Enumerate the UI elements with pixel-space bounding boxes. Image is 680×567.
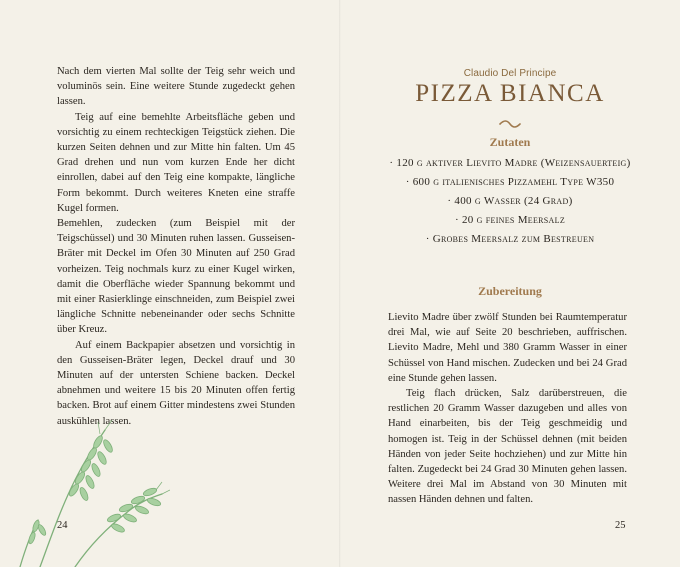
ingredients-heading: Zutaten — [489, 135, 531, 149]
ingredient-item: · 600 g italienisches Pizzamehl Type W350 — [405, 176, 615, 188]
ingredient-item: · 120 g aktiver Lievito Madre (Weizensauerteig) — [389, 157, 631, 169]
recipe-title: PIZZA BIANCA — [415, 80, 605, 107]
preparation-heading: Zubereitung — [478, 284, 542, 298]
preparation-paragraph-2: Teig flach drücken, Salz darüberstreuen, die restlichen 20 Gramm Wasser dazugeben und alles von Hand einarbeiten, bis der Teig geschmeidig und homogen ist. Teig in der Schüssel dehnen (mit beiden Händen von jeder Seite hochziehen) und zur Mitte hin falten. Zugedeckt bei 24 Grad 30 Minuten gehen lassen. Weitere drei Mal im Abstand von 30 Minuten mit nassen Händen dehnen und falten. — [388, 388, 627, 506]
preparation-paragraph-1: Lievito Madre über zwölf Stunden bei Raumtemperatur drei Mal, wie auf Seite 20 beschrieben, auffrischen. Lievito Madre, Mehl und 380 Gramm Wasser in einer Schüssel von Hand mischen. Zudecken und bei 24 Grad eine Stunde gehen lassen. — [388, 312, 627, 384]
ingredient-item: · Grobes Meersalz zum Bestreuen — [425, 233, 595, 245]
left-paragraph-4: Auf einem Backpapier absetzen und vorsichtig in den Gusseisen-Bräter legen, Deckel drauf und 30 Minuten auf der untersten Schiene backen. Deckel abnehmen und weitere 15 bis 20 Minuten offen fertig backen. Brot auf einem Gitter mindestens zwei Stunden auskühlen lassen. — [57, 339, 295, 427]
preparation-text — [388, 310, 627, 508]
left-paragraph-3: Bemehlen, zudecken (zum Beispiel mit der Teigschüssel) und 30 Minuten ruhen lassen. Gusseisen-Bräter mit Deckel im Ofen 30 Minuten auf 250 Grad vorheizen. Teig nochmals kurz zu einer Kugel wirken, damit die Oberfläche wieder Spannung bekommt und mit einer Rasierklinge einschneiden, zum Beispiel zwei längliche Schnitte nebeneinander oder sechs Schnitte über Kreuz. — [57, 218, 295, 336]
left-paragraph-2: Teig auf eine bemehlte Arbeitsfläche geben und vorsichtig zu einem rechteckigen Teigstück ziehen. Die kurzen Seiten dehnen und zur Mitte hin falten. Um 45 Grad drehen und nun vom kurzen Ende her dicht einrollen, dabei auf den Teig eine kompakte, längliche Form bekommt. Durch weiteres Kneten eine straffe Kugel formen. — [57, 111, 295, 214]
recipe-author: Claudio Del Principe — [463, 68, 557, 79]
ingredients-list — [360, 156, 660, 251]
ingredient-item: · 400 g Wasser (24 Grad) — [447, 195, 573, 207]
page-number-left: 24 — [57, 520, 68, 531]
wheat-illustration — [0, 420, 170, 567]
left-body-text — [57, 64, 295, 429]
ingredient-item: · 20 g feines Meersalz — [454, 214, 566, 226]
page-number-right: 25 — [615, 520, 626, 531]
left-paragraph-1: Nach dem vierten Mal sollte der Teig sehr weich und voluminös sein. Eine weitere Stunde zugedeckt gehen lassen. — [57, 66, 295, 108]
right-page — [340, 0, 680, 567]
tilde-ornament — [498, 119, 522, 129]
